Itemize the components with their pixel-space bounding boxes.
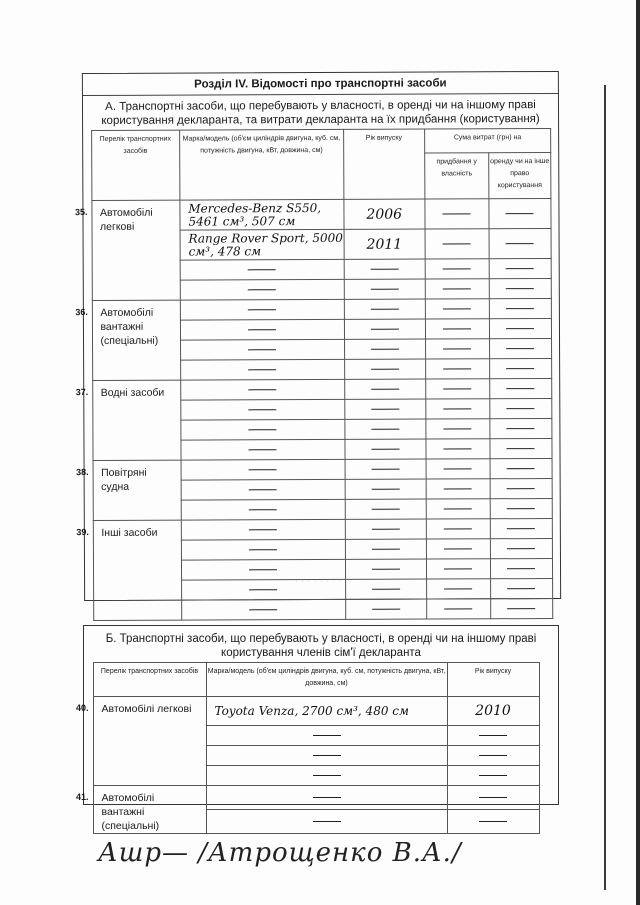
dash-mark (371, 408, 399, 409)
dash-mark (371, 388, 399, 389)
cell-year (345, 559, 426, 579)
dash-mark (249, 569, 277, 570)
dash-mark (371, 368, 399, 369)
dash-mark (371, 288, 399, 289)
cell-year (447, 697, 539, 726)
dash-mark (506, 288, 534, 289)
table-row (91, 198, 551, 230)
dash-mark (444, 488, 472, 489)
cell-model (181, 439, 345, 460)
vehicles-table-b (69, 662, 540, 834)
dash-mark (479, 755, 507, 756)
dash-mark (372, 508, 400, 509)
cell-purchase (426, 579, 490, 599)
dash-mark (371, 308, 399, 309)
cell-rent (490, 398, 552, 418)
cell-purchase (426, 419, 490, 439)
cell-year (345, 459, 426, 479)
cell-model (206, 746, 447, 766)
dash-mark (444, 548, 472, 549)
table-row (69, 697, 539, 726)
handwritten-model: Toyota Venza, 2700 см³, 480 см (214, 703, 409, 718)
dash-mark (444, 428, 472, 429)
header-purchase: придбання у власність (425, 153, 489, 199)
dash-mark (506, 243, 534, 244)
category-label: Водні засоби (92, 380, 181, 460)
row-number: 35. (74, 206, 88, 217)
dash-mark (506, 268, 534, 269)
dash-mark (248, 269, 276, 270)
cell-year (344, 359, 425, 379)
cell-model (181, 459, 345, 480)
cell-year (345, 519, 426, 539)
header-year: Рік випуску (447, 663, 539, 697)
cell-purchase (425, 279, 489, 299)
cell-year (447, 810, 539, 834)
dash-mark (507, 508, 535, 509)
cell-model (181, 479, 345, 500)
cell-model (180, 259, 344, 280)
dash-mark (443, 243, 471, 244)
cell-year (344, 279, 425, 299)
dash-mark (249, 509, 277, 510)
cell-model (182, 599, 346, 620)
cell-year (345, 579, 426, 599)
cell-model (181, 359, 345, 380)
section-title: Розділ IV. Відомості про транспортні засоби (83, 72, 558, 96)
section-a (74, 71, 561, 601)
cell-year (344, 259, 425, 279)
dash-mark (372, 528, 400, 529)
header-list: Перелік транспортних засобів (91, 130, 180, 200)
cell-model (180, 279, 344, 300)
dash-mark (249, 449, 277, 450)
cell-purchase (425, 259, 489, 279)
dash-mark (479, 797, 507, 798)
category-label: Автомобілі вантажні (спеціальні) (92, 300, 181, 380)
dash-mark (371, 428, 399, 429)
dash-mark (506, 308, 534, 309)
dash-mark (372, 608, 400, 609)
category-label: Повітряні судна (93, 460, 182, 520)
handwritten-year: 2006 (366, 206, 403, 223)
cell-purchase (425, 319, 489, 339)
cell-year (345, 539, 426, 559)
dash-mark (507, 568, 535, 569)
cell-rent (491, 598, 553, 618)
cell-purchase (425, 299, 489, 319)
cell-purchase (426, 359, 490, 379)
dash-mark (507, 428, 535, 429)
cell-rent (490, 478, 552, 498)
table-row (92, 378, 552, 400)
category-label: Інші засоби (93, 520, 182, 620)
section-a-subtitle: А. Транспортні засоби, що перебувають у власності, в оренді чи на іншому праві користування декларанта, та витрати декларанта на їх придбання (користування) (101, 99, 540, 127)
cell-rent (490, 358, 552, 378)
cell-purchase (426, 559, 490, 579)
dash-mark (507, 528, 535, 529)
cell-year (345, 499, 426, 519)
row-number: 38. (76, 466, 89, 477)
scan-smudge: · · · · · · · · (295, 577, 343, 586)
dash-mark (313, 821, 341, 822)
handwritten-year: 2010 (475, 703, 511, 719)
cell-model (206, 697, 447, 726)
dash-mark (479, 735, 507, 736)
dash-mark (443, 288, 471, 289)
cell-purchase (425, 199, 489, 229)
dash-mark (249, 469, 277, 470)
dash-mark (313, 797, 341, 798)
cell-rent (490, 498, 552, 518)
dash-mark (507, 448, 535, 449)
dash-mark (249, 529, 277, 530)
cell-purchase (426, 519, 490, 539)
dash-mark (371, 468, 399, 469)
header-model: Марка/модель (об'єм циліндрів двигуна, куб. см, потужність двигуна, кВт, довжина, см) (180, 129, 344, 200)
table-row (69, 786, 539, 810)
dash-mark (249, 609, 277, 610)
dash-mark (507, 548, 535, 549)
cell-model (180, 339, 344, 360)
cell-year (345, 439, 426, 459)
dash-mark (313, 735, 341, 736)
dash-mark (444, 448, 472, 449)
dash-mark (248, 389, 276, 390)
dash-mark (313, 755, 341, 756)
dash-mark (249, 549, 277, 550)
dash-mark (370, 268, 398, 269)
dash-mark (371, 448, 399, 449)
dash-mark (371, 348, 399, 349)
cell-model (206, 786, 447, 810)
row-number: 36. (75, 306, 88, 317)
cell-purchase (427, 599, 491, 619)
dash-mark (479, 775, 507, 776)
dash-mark (248, 289, 276, 290)
handwritten-model: Range Rover Sport, 5000 см³, 478 см (188, 230, 343, 259)
cell-purchase (426, 459, 490, 479)
cell-year (344, 229, 425, 259)
dash-mark (249, 409, 277, 410)
dash-mark (371, 328, 399, 329)
cell-rent (489, 298, 551, 318)
cell-year (343, 199, 424, 229)
row-number: 41. (75, 791, 89, 802)
cell-rent (490, 458, 552, 478)
category-label: Автомобілі легкові (93, 697, 206, 786)
cell-rent (489, 318, 551, 338)
cell-rent (489, 278, 551, 298)
cell-model (181, 419, 345, 440)
dash-mark (507, 368, 535, 369)
dash-mark (372, 548, 400, 549)
row-number: 39. (76, 526, 89, 537)
dash-mark (479, 821, 507, 822)
cell-year (447, 766, 539, 786)
cell-model (180, 199, 344, 230)
dash-mark (506, 213, 534, 214)
dash-mark (249, 489, 277, 490)
dash-mark (507, 408, 535, 409)
dash-mark (443, 308, 471, 309)
dash-mark (443, 213, 471, 214)
cell-model (181, 499, 345, 520)
cell-year (344, 379, 425, 399)
header-year: Рік випуску (343, 129, 425, 199)
dash-mark (507, 468, 535, 469)
handwritten-year: 2011 (366, 236, 403, 253)
cell-rent (490, 518, 552, 538)
dash-mark (249, 429, 277, 430)
row-number: 40. (75, 702, 89, 713)
dash-mark (508, 608, 536, 609)
dash-mark (445, 588, 473, 589)
cell-model (181, 399, 345, 420)
cell-model (181, 379, 345, 400)
header-rent: оренду чи на інше право користування (489, 152, 551, 198)
cell-rent (490, 438, 552, 458)
dash-mark (444, 508, 472, 509)
dash-mark (444, 388, 472, 389)
cell-rent (490, 378, 552, 398)
dash-mark (443, 268, 471, 269)
dash-mark (372, 568, 400, 569)
scan-artifact-line (604, 85, 606, 890)
cell-purchase (426, 479, 490, 499)
cell-purchase (426, 379, 490, 399)
cell-model (180, 319, 344, 340)
dash-mark (444, 568, 472, 569)
cell-year (344, 299, 425, 319)
dash-mark (248, 329, 276, 330)
dash-mark (371, 488, 399, 489)
handwritten-model: Mercedes-Benz S550, 5461 см³, 507 см (188, 200, 322, 229)
dash-mark (507, 488, 535, 489)
cell-rent (489, 258, 551, 278)
dash-mark (507, 348, 535, 349)
signature: Ашр— /Атрощенко В.А./ (98, 838, 462, 868)
cell-year (447, 726, 539, 746)
dash-mark (313, 775, 341, 776)
cell-year (447, 786, 539, 810)
dash-mark (444, 468, 472, 469)
cell-year (344, 339, 425, 359)
cell-year (344, 419, 425, 439)
cell-rent (489, 228, 551, 258)
cell-year (447, 746, 539, 766)
cell-model (206, 810, 447, 834)
dash-mark (249, 589, 277, 590)
dash-mark (506, 328, 534, 329)
cell-rent (489, 338, 551, 358)
cell-model (180, 229, 344, 260)
dash-mark (248, 369, 276, 370)
table-row (93, 518, 553, 540)
cell-rent (490, 558, 552, 578)
cell-purchase (426, 439, 490, 459)
cell-rent (490, 578, 552, 598)
table-row (92, 298, 552, 320)
header-cost: Сума витрат (грн) на (425, 128, 551, 153)
cell-model (180, 299, 344, 320)
cell-purchase (425, 339, 489, 359)
cell-year (345, 599, 426, 619)
category-label: Автомобілі легкові (91, 200, 180, 300)
section-b-subtitle: Б. Транспортні засоби, що перебувають у власності, в оренді чи на іншому праві користування членів сім'ї декларанта (105, 633, 537, 659)
cell-model (206, 766, 447, 786)
cell-purchase (426, 539, 490, 559)
category-label: Автомобілі вантажні (спеціальні) (93, 786, 206, 834)
cell-rent (490, 418, 552, 438)
cell-purchase (426, 399, 490, 419)
dash-mark (507, 388, 535, 389)
cell-purchase (425, 229, 489, 259)
cell-year (344, 399, 425, 419)
cell-model (181, 539, 345, 560)
cell-purchase (426, 499, 490, 519)
table-row (93, 458, 553, 480)
row-number: 37. (75, 386, 89, 397)
dash-mark (372, 588, 400, 589)
header-model: Марка/модель (об'єм циліндрів двигуна, куб. см, потужність двигуна, кВт, довжина, см) (206, 663, 447, 697)
dash-mark (444, 368, 472, 369)
dash-mark (443, 348, 471, 349)
dash-mark (444, 528, 472, 529)
cell-rent (489, 198, 551, 228)
scan-edge (636, 0, 640, 905)
dash-mark (443, 328, 471, 329)
dash-mark (444, 408, 472, 409)
section-b (75, 625, 559, 832)
vehicles-table-a (74, 128, 553, 621)
dash-mark (445, 608, 473, 609)
cell-model (206, 726, 447, 746)
dash-mark (248, 349, 276, 350)
dash-mark (508, 588, 536, 589)
cell-model (181, 559, 345, 580)
cell-year (344, 319, 425, 339)
dash-mark (248, 309, 276, 310)
cell-rent (490, 538, 552, 558)
header-list: Перелік транспортних засобів (93, 663, 206, 697)
cell-model (181, 519, 345, 540)
cell-year (345, 479, 426, 499)
